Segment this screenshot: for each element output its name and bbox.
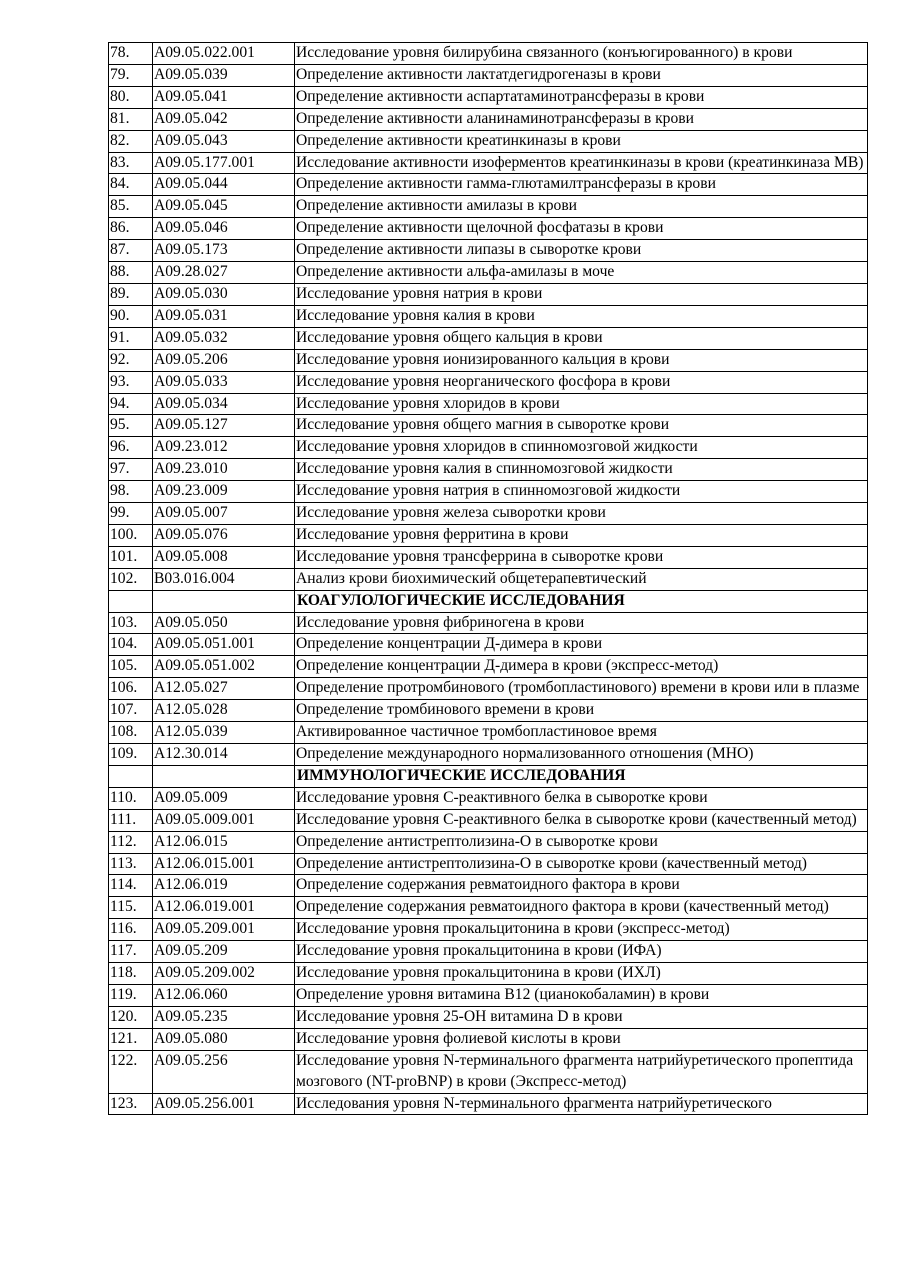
row-number-cell: 87. xyxy=(109,240,153,262)
services-table-body xyxy=(109,43,868,1115)
row-number-cell: 104. xyxy=(109,634,153,656)
service-code-cell: A09.05.076 xyxy=(153,524,295,546)
row-number-cell: 105. xyxy=(109,656,153,678)
row-number-cell: 95. xyxy=(109,415,153,437)
service-name-cell: Анализ крови биохимический общетерапевтический xyxy=(295,568,868,590)
service-name-cell: Определение активности амилазы в крови xyxy=(295,196,868,218)
table-row xyxy=(109,1050,868,1093)
service-name-cell: Определение активности лактатдегидрогеназы в крови xyxy=(295,64,868,86)
row-number-cell: 110. xyxy=(109,787,153,809)
service-name-cell: Определение антистрептолизина-О в сыворотке крови (качественный метод) xyxy=(295,853,868,875)
service-name-cell: Определение концентрации Д-димера в крови xyxy=(295,634,868,656)
table-row xyxy=(109,174,868,196)
row-number-cell: 112. xyxy=(109,831,153,853)
service-code-cell: A09.05.033 xyxy=(153,371,295,393)
row-number-cell: 120. xyxy=(109,1006,153,1028)
table-row xyxy=(109,700,868,722)
table-row xyxy=(109,809,868,831)
row-number-cell: 82. xyxy=(109,130,153,152)
row-number-cell: 113. xyxy=(109,853,153,875)
service-code-cell: A09.05.209.002 xyxy=(153,963,295,985)
row-number-cell: 89. xyxy=(109,283,153,305)
row-number-cell: 102. xyxy=(109,568,153,590)
table-row xyxy=(109,327,868,349)
row-number-cell: 99. xyxy=(109,503,153,525)
service-name-cell: Исследование уровня фолиевой кислоты в крови xyxy=(295,1028,868,1050)
row-number-cell: 123. xyxy=(109,1093,153,1115)
table-row xyxy=(109,568,868,590)
service-code-cell: A12.06.019 xyxy=(153,875,295,897)
table-row xyxy=(109,64,868,86)
service-name-cell: Исследование уровня прокальцитонина в крови (ИХЛ) xyxy=(295,963,868,985)
service-code-cell: A09.05.206 xyxy=(153,349,295,371)
service-code-cell: A09.05.007 xyxy=(153,503,295,525)
row-number-cell: 92. xyxy=(109,349,153,371)
table-row xyxy=(109,43,868,65)
row-number-cell: 121. xyxy=(109,1028,153,1050)
table-row xyxy=(109,984,868,1006)
service-code-cell: A09.23.012 xyxy=(153,437,295,459)
service-code-cell: A09.05.046 xyxy=(153,218,295,240)
service-name-cell: Определение протромбинового (тромбопластинового) времени в крови или в плазме xyxy=(295,678,868,700)
row-number-cell: 85. xyxy=(109,196,153,218)
service-code-cell: A09.05.209.001 xyxy=(153,919,295,941)
row-number-cell: 97. xyxy=(109,459,153,481)
row-number-cell: 88. xyxy=(109,262,153,284)
service-name-cell: Исследование уровня натрия в крови xyxy=(295,283,868,305)
service-name-cell: Определение активности альфа-амилазы в моче xyxy=(295,262,868,284)
row-number-cell: 81. xyxy=(109,108,153,130)
row-number-cell: 86. xyxy=(109,218,153,240)
row-number-cell xyxy=(109,765,153,787)
table-row xyxy=(109,941,868,963)
row-number-cell: 108. xyxy=(109,722,153,744)
row-number-cell xyxy=(109,590,153,612)
table-row xyxy=(109,305,868,327)
service-name-cell: Исследование уровня фибриногена в крови xyxy=(295,612,868,634)
service-code-cell: A09.05.173 xyxy=(153,240,295,262)
service-code-cell xyxy=(153,590,295,612)
service-code-cell: A09.05.034 xyxy=(153,393,295,415)
table-row xyxy=(109,1006,868,1028)
row-number-cell: 117. xyxy=(109,941,153,963)
table-row xyxy=(109,196,868,218)
service-code-cell: A09.05.045 xyxy=(153,196,295,218)
service-code-cell: A09.05.127 xyxy=(153,415,295,437)
service-code-cell: A09.05.008 xyxy=(153,546,295,568)
service-name-cell: ИММУНОЛОГИЧЕСКИЕ ИССЛЕДОВАНИЯ xyxy=(295,765,868,787)
table-row xyxy=(109,831,868,853)
service-code-cell: A09.05.044 xyxy=(153,174,295,196)
service-name-cell: Исследование уровня С-реактивного белка в сыворотке крови xyxy=(295,787,868,809)
row-number-cell: 107. xyxy=(109,700,153,722)
service-name-cell: Определение активности гамма-глютамилтрансферазы в крови xyxy=(295,174,868,196)
table-row xyxy=(109,634,868,656)
service-code-cell: A12.06.015 xyxy=(153,831,295,853)
section-header-row xyxy=(109,590,868,612)
service-code-cell: A09.05.051.002 xyxy=(153,656,295,678)
service-name-cell: Исследование уровня С-реактивного белка в сыворотке крови (качественный метод) xyxy=(295,809,868,831)
service-code-cell: A12.05.028 xyxy=(153,700,295,722)
row-number-cell: 79. xyxy=(109,64,153,86)
service-code-cell: B03.016.004 xyxy=(153,568,295,590)
service-name-cell: Определение концентрации Д-димера в крови (экспресс-метод) xyxy=(295,656,868,678)
service-name-cell: Исследование уровня 25-OH витамина D в крови xyxy=(295,1006,868,1028)
table-row xyxy=(109,853,868,875)
table-row xyxy=(109,218,868,240)
row-number-cell: 119. xyxy=(109,984,153,1006)
table-row xyxy=(109,108,868,130)
service-code-cell: A12.06.015.001 xyxy=(153,853,295,875)
table-row xyxy=(109,152,868,174)
service-code-cell: A09.05.256 xyxy=(153,1050,295,1093)
service-code-cell: A12.05.039 xyxy=(153,722,295,744)
table-row xyxy=(109,349,868,371)
service-name-cell: Исследование уровня билирубина связанного (конъюгированного) в крови xyxy=(295,43,868,65)
service-name-cell: Исследование уровня прокальцитонина в крови (ИФА) xyxy=(295,941,868,963)
row-number-cell: 90. xyxy=(109,305,153,327)
service-code-cell: A09.05.050 xyxy=(153,612,295,634)
table-row xyxy=(109,897,868,919)
service-name-cell: Исследование уровня калия в спинномозговой жидкости xyxy=(295,459,868,481)
row-number-cell: 96. xyxy=(109,437,153,459)
service-name-cell: Определение уровня витамина B12 (цианокобаламин) в крови xyxy=(295,984,868,1006)
service-code-cell: A12.06.060 xyxy=(153,984,295,1006)
service-code-cell: A09.05.031 xyxy=(153,305,295,327)
table-row xyxy=(109,283,868,305)
row-number-cell: 116. xyxy=(109,919,153,941)
service-name-cell: Определение содержания ревматоидного фактора в крови xyxy=(295,875,868,897)
service-name-cell: Активированное частичное тромбопластиновое время xyxy=(295,722,868,744)
service-code-cell: A09.23.010 xyxy=(153,459,295,481)
table-row xyxy=(109,787,868,809)
row-number-cell: 94. xyxy=(109,393,153,415)
table-row xyxy=(109,656,868,678)
service-code-cell: A09.05.022.001 xyxy=(153,43,295,65)
service-code-cell: A09.05.009 xyxy=(153,787,295,809)
table-row xyxy=(109,963,868,985)
service-code-cell: A09.05.039 xyxy=(153,64,295,86)
service-name-cell: Определение содержания ревматоидного фактора в крови (качественный метод) xyxy=(295,897,868,919)
table-row xyxy=(109,415,868,437)
service-name-cell: Исследование уровня неорганического фосфора в крови xyxy=(295,371,868,393)
service-code-cell: A09.05.235 xyxy=(153,1006,295,1028)
table-row xyxy=(109,240,868,262)
row-number-cell: 84. xyxy=(109,174,153,196)
service-name-cell: Исследование уровня ферритина в крови xyxy=(295,524,868,546)
row-number-cell: 103. xyxy=(109,612,153,634)
service-name-cell: Определение международного нормализованного отношения (МНО) xyxy=(295,744,868,766)
service-name-cell: Определение активности щелочной фосфатазы в крови xyxy=(295,218,868,240)
table-row xyxy=(109,481,868,503)
service-code-cell: A09.28.027 xyxy=(153,262,295,284)
service-name-cell: КОАГУЛОЛОГИЧЕСКИЕ ИССЛЕДОВАНИЯ xyxy=(295,590,868,612)
service-name-cell: Исследование уровня прокальцитонина в крови (экспресс-метод) xyxy=(295,919,868,941)
services-table xyxy=(108,42,868,1115)
service-code-cell: A09.05.009.001 xyxy=(153,809,295,831)
service-name-cell: Исследование уровня общего магния в сыворотке крови xyxy=(295,415,868,437)
service-code-cell: A09.05.080 xyxy=(153,1028,295,1050)
row-number-cell: 83. xyxy=(109,152,153,174)
service-name-cell: Определение активности аланинаминотрансферазы в крови xyxy=(295,108,868,130)
service-name-cell: Исследование уровня железа сыворотки крови xyxy=(295,503,868,525)
table-row xyxy=(109,744,868,766)
table-row xyxy=(109,130,868,152)
table-row xyxy=(109,546,868,568)
table-row xyxy=(109,875,868,897)
service-code-cell xyxy=(153,765,295,787)
table-row xyxy=(109,86,868,108)
service-code-cell: A09.05.256.001 xyxy=(153,1093,295,1115)
service-code-cell: A09.05.209 xyxy=(153,941,295,963)
service-code-cell: A09.05.030 xyxy=(153,283,295,305)
table-row xyxy=(109,459,868,481)
row-number-cell: 100. xyxy=(109,524,153,546)
service-code-cell: A09.23.009 xyxy=(153,481,295,503)
service-name-cell: Исследование уровня натрия в спинномозговой жидкости xyxy=(295,481,868,503)
table-row xyxy=(109,437,868,459)
service-code-cell: A09.05.041 xyxy=(153,86,295,108)
service-name-cell: Исследование уровня хлоридов в спинномозговой жидкости xyxy=(295,437,868,459)
service-code-cell: A09.05.051.001 xyxy=(153,634,295,656)
table-row xyxy=(109,678,868,700)
service-name-cell: Определение активности липазы в сыворотке крови xyxy=(295,240,868,262)
table-row xyxy=(109,1093,868,1115)
row-number-cell: 115. xyxy=(109,897,153,919)
section-header-row xyxy=(109,765,868,787)
row-number-cell: 101. xyxy=(109,546,153,568)
service-name-cell: Исследование уровня калия в крови xyxy=(295,305,868,327)
service-name-cell: Определение тромбинового времени в крови xyxy=(295,700,868,722)
row-number-cell: 122. xyxy=(109,1050,153,1093)
service-name-cell: Исследование уровня трансферрина в сыворотке крови xyxy=(295,546,868,568)
service-name-cell: Исследование уровня хлоридов в крови xyxy=(295,393,868,415)
row-number-cell: 118. xyxy=(109,963,153,985)
service-code-cell: A12.05.027 xyxy=(153,678,295,700)
table-row xyxy=(109,262,868,284)
service-name-cell: Исследование уровня N-терминального фрагмента натрийуретического пропептида мозгового (NT-proBNP) в крови (Экспресс-метод) xyxy=(295,1050,868,1093)
service-code-cell: A09.05.177.001 xyxy=(153,152,295,174)
table-row xyxy=(109,393,868,415)
row-number-cell: 80. xyxy=(109,86,153,108)
row-number-cell: 98. xyxy=(109,481,153,503)
service-name-cell: Исследование активности изоферментов креатинкиназы в крови (креатинкиназа MB) xyxy=(295,152,868,174)
service-code-cell: A12.06.019.001 xyxy=(153,897,295,919)
row-number-cell: 114. xyxy=(109,875,153,897)
table-row xyxy=(109,919,868,941)
row-number-cell: 93. xyxy=(109,371,153,393)
service-code-cell: A09.05.043 xyxy=(153,130,295,152)
service-code-cell: A09.05.032 xyxy=(153,327,295,349)
service-code-cell: A09.05.042 xyxy=(153,108,295,130)
service-name-cell: Определение активности аспартатаминотрансферазы в крови xyxy=(295,86,868,108)
service-name-cell: Исследование уровня общего кальция в крови xyxy=(295,327,868,349)
table-row xyxy=(109,524,868,546)
service-name-cell: Определение активности креатинкиназы в крови xyxy=(295,130,868,152)
table-row xyxy=(109,612,868,634)
row-number-cell: 78. xyxy=(109,43,153,65)
table-row xyxy=(109,1028,868,1050)
row-number-cell: 106. xyxy=(109,678,153,700)
service-name-cell: Исследования уровня N-терминального фрагмента натрийуретического xyxy=(295,1093,868,1115)
row-number-cell: 91. xyxy=(109,327,153,349)
table-row xyxy=(109,371,868,393)
table-row xyxy=(109,722,868,744)
service-name-cell: Исследование уровня ионизированного кальция в крови xyxy=(295,349,868,371)
row-number-cell: 111. xyxy=(109,809,153,831)
service-code-cell: A12.30.014 xyxy=(153,744,295,766)
table-row xyxy=(109,503,868,525)
row-number-cell: 109. xyxy=(109,744,153,766)
service-name-cell: Определение антистрептолизина-О в сыворотке крови xyxy=(295,831,868,853)
